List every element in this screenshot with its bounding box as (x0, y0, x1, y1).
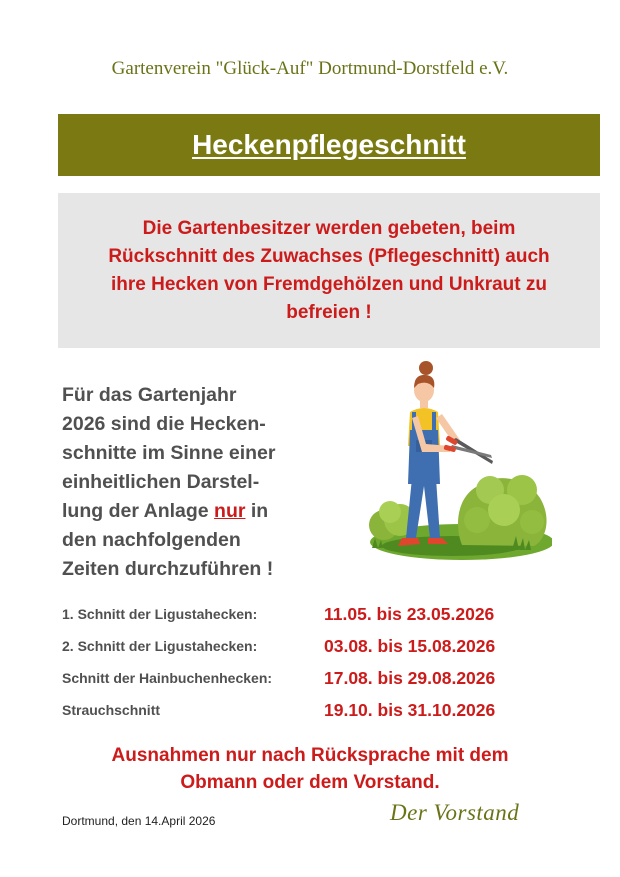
intro-line: Für das Gartenjahr (62, 384, 237, 406)
notice-line: ihre Hecken von Fremdgehölzen und Unkraut zu (110, 273, 547, 295)
exception-note (0, 742, 620, 796)
schedule-dates: 11.05. bis 23.05.2026 (324, 603, 495, 624)
exception-line: Obmann oder dem Vorstand. (180, 772, 440, 793)
schedule-row (62, 630, 562, 662)
title-banner (58, 114, 600, 176)
notice-line: Rückschnitt des Zuwachses (Pflegeschnitt) auch (108, 245, 550, 267)
notice-line: befreien ! (286, 301, 372, 323)
signature: Der Vorstand (390, 800, 520, 825)
schedule-label: 1. Schnitt der Ligustahecken: (62, 606, 258, 622)
schedule-row (62, 694, 562, 726)
notice-text (108, 215, 549, 327)
intro-line: lung der Anlage (62, 500, 215, 522)
intro-text (62, 381, 342, 584)
notice-box (58, 193, 600, 348)
schedule-dates: 17.08. bis 29.08.2026 (324, 667, 496, 688)
emphasis-nur: nur (214, 500, 246, 522)
intro-line: den nachfolgenden (62, 529, 241, 551)
place-date: Dortmund, den 14.April 2026 (62, 814, 216, 828)
schedule-row (62, 598, 562, 630)
schedule-table (62, 598, 562, 726)
intro-line: einheitlichen Darstel- (62, 471, 260, 493)
schedule-row (62, 662, 562, 694)
organization-name: Gartenverein "Glück-Auf" Dortmund-Dorstfeld e.V. (111, 58, 509, 79)
intro-line: 2026 sind die Hecken- (62, 413, 266, 435)
intro-line: in (245, 500, 269, 522)
intro-line: schnitte im Sinne einer (62, 442, 276, 464)
notice-line: Die Gartenbesitzer werden gebeten, beim (142, 217, 516, 239)
intro-line: Zeiten durchzuführen ! (62, 558, 274, 580)
schedule-dates: 03.08. bis 15.08.2026 (324, 635, 496, 656)
schedule-label: 2. Schnitt der Ligustahecken: (62, 638, 258, 654)
woman-trimming-hedge-icon (362, 360, 552, 565)
page-title: Heckenpflegeschnitt (192, 129, 466, 160)
exception-line: Ausnahmen nur nach Rücksprache mit dem (111, 745, 509, 766)
schedule-label: Schnitt der Hainbuchenhecken: (62, 670, 273, 686)
schedule-label: Strauchschnitt (62, 702, 161, 718)
schedule-dates: 19.10. bis 31.10.2026 (324, 699, 496, 720)
